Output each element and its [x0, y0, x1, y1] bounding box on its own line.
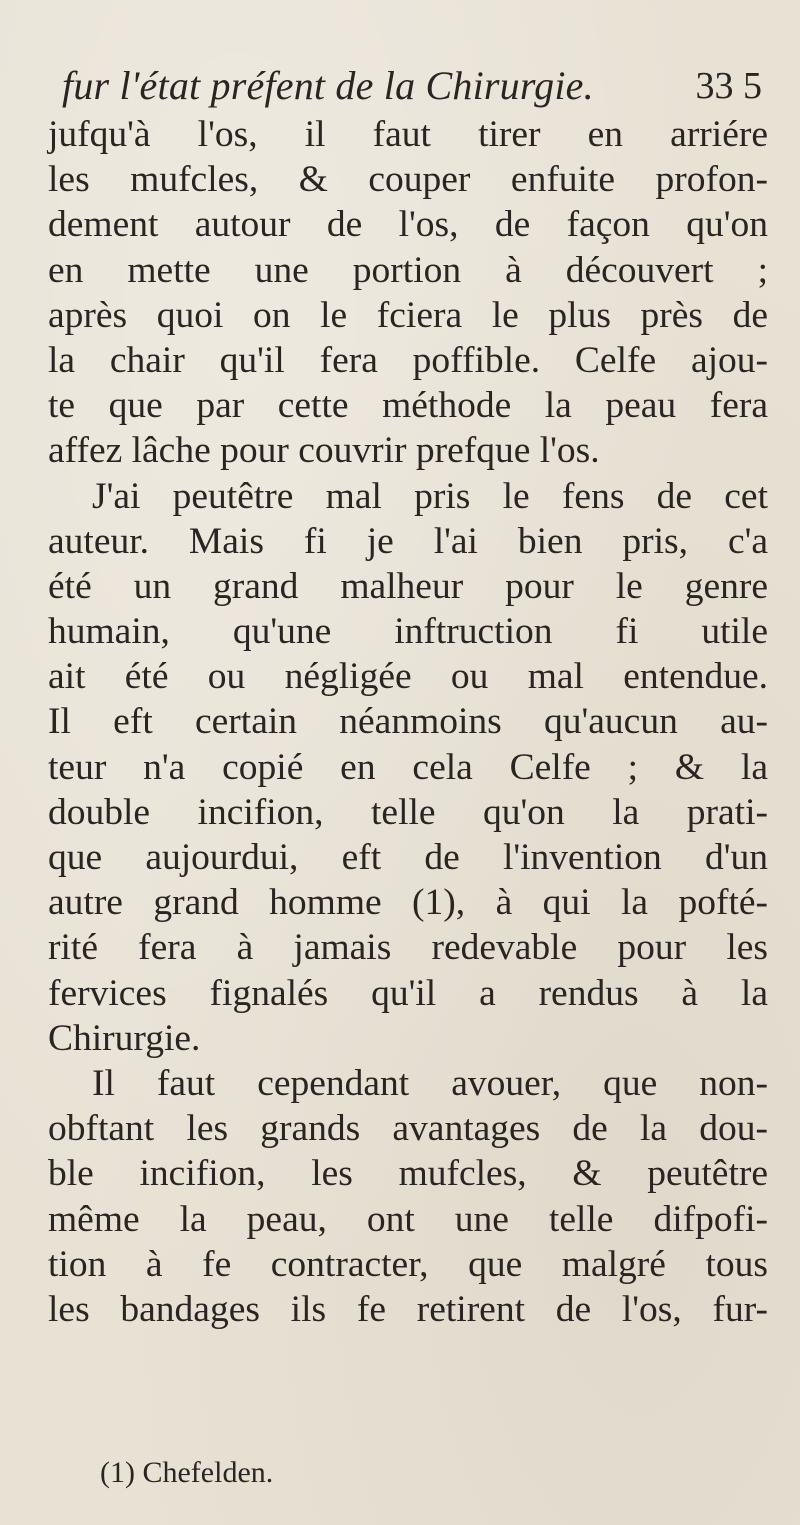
text-line: tion à fe contracter, que malgré tous [48, 1243, 768, 1285]
text-line: les mufcles, & couper enfuite profon- [48, 159, 768, 201]
text-line: jufqu'à l'os, il faut tirer en arriére [48, 114, 768, 155]
page-number: 33 5 [695, 65, 762, 107]
page-header [62, 62, 762, 114]
text-line: J'ai peutêtre mal pris le fens de cet [92, 475, 768, 517]
text-line: affez lâche pour couvrir prefque l'os. [48, 430, 600, 472]
text-line: été un grand malheur pour le genre [48, 565, 768, 607]
text-line: que aujourdui, eft de l'invention d'un [48, 837, 768, 878]
text-line: Il faut cependant avouer, que non- [92, 1062, 768, 1104]
text-line: les bandages ils fe retirent de l'os, fur- [48, 1288, 768, 1330]
text-line: obftant les grands avantages de la dou- [48, 1108, 768, 1150]
text-line: en mette une portion à découvert ; [48, 249, 768, 291]
text-line: ait été ou négligée ou mal entendue. [48, 656, 768, 698]
running-title: fur l'état préfent de la Chirurgie. [62, 63, 594, 108]
text-line: double incifion, telle qu'on la prati- [48, 791, 768, 833]
text-line: te que par cette méthode la peau fera [48, 385, 768, 427]
text-line: autre grand homme (1), à qui la pofté- [48, 882, 768, 924]
text-line: Chirurgie. [48, 1017, 201, 1059]
text-line: après quoi on le fciera le plus près de [48, 294, 768, 336]
text-line: auteur. Mais fi je l'ai bien pris, c'a [48, 520, 768, 562]
text-line: Il eft certain néanmoins qu'aucun au- [48, 701, 768, 743]
text-line: humain, qu'une inftruction fi utile [48, 611, 768, 653]
text-line: ble incifion, les mufcles, & peutêtre [48, 1153, 768, 1195]
text-line: dement autour de l'os, de façon qu'on [48, 204, 768, 246]
body-text [48, 112, 768, 1332]
footnote: (1) Chefelden. [100, 1456, 274, 1489]
text-line: fervices fignalés qu'il a rendus à la [48, 972, 768, 1014]
text-line: la chair qu'il fera poffible. Celfe ajou- [48, 339, 768, 381]
text-line: teur n'a copié en cela Celfe ; & la [48, 746, 768, 788]
text-line: même la peau, ont une telle difpofi- [48, 1198, 768, 1240]
text-line: rité fera à jamais redevable pour les [48, 927, 768, 969]
